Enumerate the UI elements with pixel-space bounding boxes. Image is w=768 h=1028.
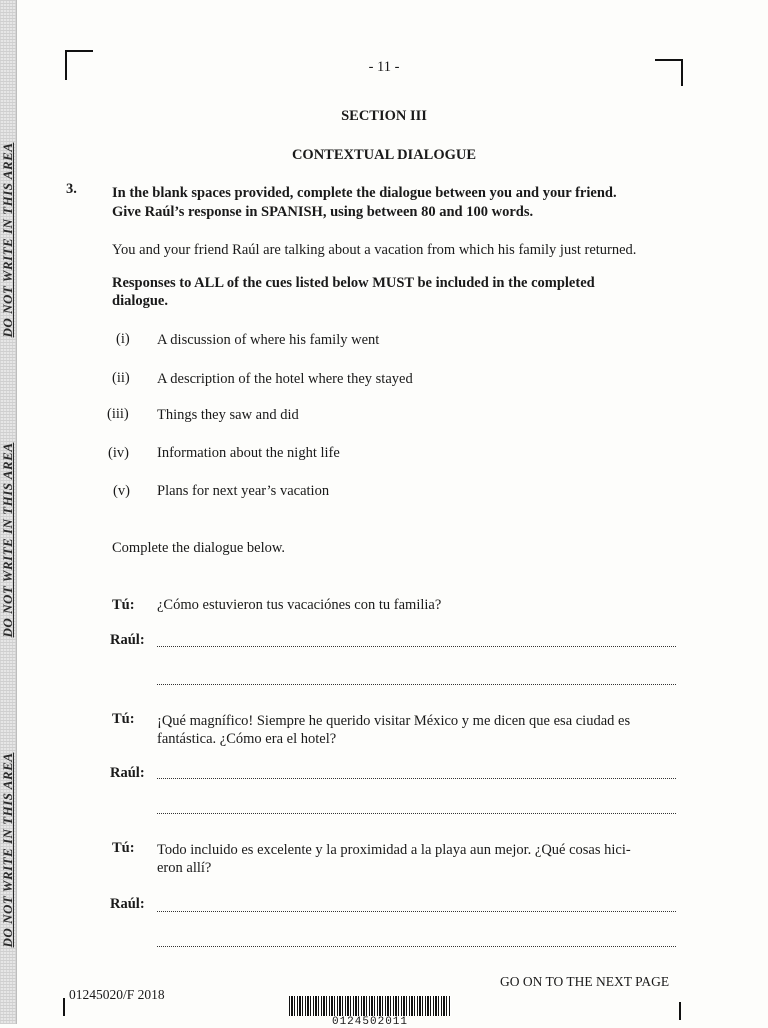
- speaker-tu-label: Tú:: [112, 597, 135, 613]
- cue-note-line-1: Responses to ALL of the cues listed below MUST be included in the completed: [112, 275, 595, 291]
- margin-warning-bottom: DO NOT WRITE IN THIS AREA: [0, 752, 15, 948]
- section-subtitle: CONTEXTUAL DIALOGUE: [291, 147, 477, 163]
- context-text: You and your friend Raúl are talking about a vacation from which his family just returned.: [112, 242, 637, 258]
- barcode-number: 0124502011: [331, 1016, 408, 1028]
- corner-mark-bottom-left: [63, 998, 65, 1016]
- answer-line[interactable]: [157, 778, 676, 779]
- cue-note-line-2: dialogue.: [112, 293, 168, 309]
- section-title: SECTION III: [341, 108, 427, 124]
- cue-text: A discussion of where his family went: [157, 332, 380, 348]
- cue-number: (i): [116, 331, 130, 347]
- question-number: 3.: [66, 181, 77, 197]
- cue-number: (v): [113, 483, 130, 499]
- speaker-raul-label: Raúl:: [110, 896, 145, 912]
- answer-line[interactable]: [157, 911, 676, 912]
- tu-line-3b: eron allí?: [157, 860, 212, 876]
- paper-code: 01245020/F 2018: [69, 987, 165, 1002]
- speaker-raul-label: Raúl:: [110, 765, 145, 781]
- tu-line-3a: Todo incluido es excelente y la proximidad a la playa aun mejor. ¿Qué cosas hici-: [157, 842, 631, 858]
- complete-prompt: Complete the dialogue below.: [112, 540, 286, 556]
- tu-line-2a: ¡Qué magnífico! Siempre he querido visitar México y me dicen que esa ciudad es: [157, 713, 631, 729]
- margin-warning-middle: DO NOT WRITE IN THIS AREA: [0, 442, 15, 638]
- speaker-raul-label: Raúl:: [110, 632, 145, 648]
- answer-line[interactable]: [157, 946, 676, 947]
- answer-line[interactable]: [157, 813, 676, 814]
- cue-text: Plans for next year’s vacation: [157, 483, 330, 499]
- page-number: - 11 -: [368, 59, 400, 75]
- corner-mark-bottom-right: [679, 1002, 681, 1020]
- tu-line-1: ¿Cómo estuvieron tus vacaciónes con tu familia?: [157, 597, 442, 613]
- next-page-note: GO ON TO THE NEXT PAGE: [500, 974, 670, 989]
- cue-number: (iv): [108, 445, 129, 461]
- answer-line[interactable]: [157, 646, 676, 647]
- speaker-tu-label: Tú:: [112, 711, 135, 727]
- answer-line[interactable]: [157, 684, 676, 685]
- speaker-tu-label: Tú:: [112, 840, 135, 856]
- margin-warning-top: DO NOT WRITE IN THIS AREA: [0, 142, 15, 338]
- tu-line-2b: fantástica. ¿Cómo era el hotel?: [157, 731, 337, 747]
- cue-number: (ii): [112, 370, 130, 386]
- barcode: [289, 996, 451, 1016]
- cue-text: A description of the hotel where they stayed: [157, 371, 413, 387]
- cue-text: Information about the night life: [157, 445, 340, 461]
- cue-text: Things they saw and did: [157, 407, 299, 423]
- instruction-line-1: In the blank spaces provided, complete the dialogue between you and your friend.: [112, 185, 617, 201]
- cue-number: (iii): [107, 406, 129, 422]
- instruction-line-2: Give Raúl’s response in SPANISH, using between 80 and 100 words.: [112, 204, 534, 220]
